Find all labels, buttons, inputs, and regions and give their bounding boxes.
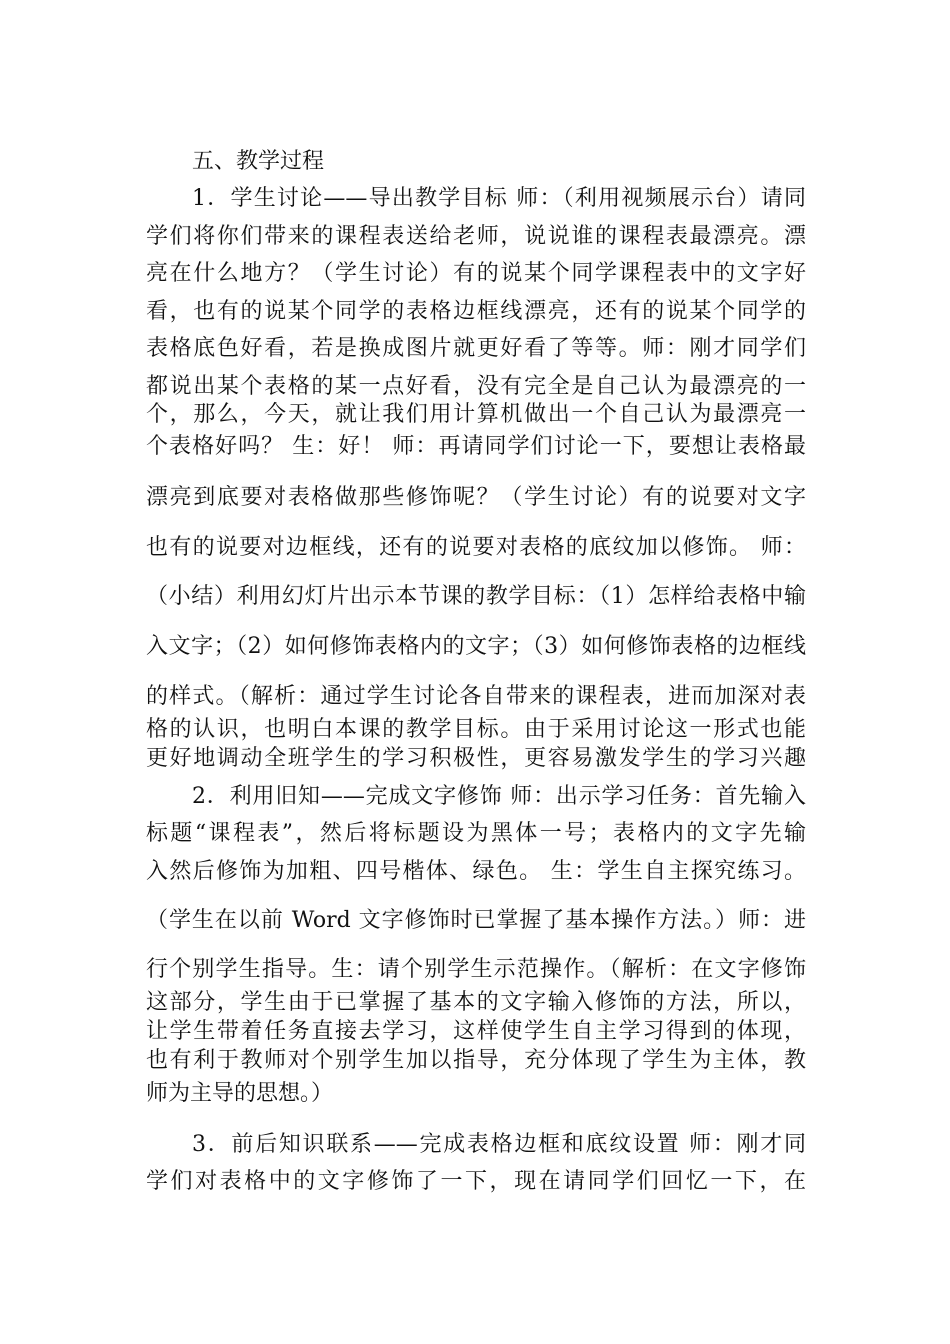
text-line: 也有的说要对边框线，还有的说要对表格的底纹加以修饰。 师： xyxy=(146,535,806,560)
text-line: 学们对表格中的文字修饰了一下，现在请同学们回忆一下，在 xyxy=(146,1169,806,1194)
text-line: 的样式。（解析：通过学生讨论各自带来的课程表，进而加深对表 xyxy=(146,684,806,709)
text-line: 漂亮到底要对表格做那些修饰呢？（学生讨论）有的说要对文字 xyxy=(146,485,806,510)
text-line: 表格底色好看，若是换成图片就更好看了等等。师：刚才同学们 xyxy=(146,336,806,361)
text-line: 学们将你们带来的课程表送给老师，说说谁的课程表最漂亮。漂 xyxy=(146,224,806,249)
text-line: 都说出某个表格的某一点好看，没有完全是自己认为最漂亮的一 xyxy=(146,374,806,399)
text-line: 3．前后知识联系——完成表格边框和底纹设置 师：刚才同 xyxy=(192,1132,806,1157)
text-line: （小结）利用幻灯片出示本节课的教学目标：（1）怎样给表格中输 xyxy=(146,584,806,609)
text-line: 这部分，学生由于已掌握了基本的文字输入修饰的方法，所以， xyxy=(146,990,806,1015)
text-line: 标题“课程表”，然后将标题设为黑体一号；表格内的文字先输 xyxy=(146,821,806,846)
text-line: 个表格好吗？ 生：好！ 师：再请同学们讨论一下，要想让表格最 xyxy=(146,434,806,459)
section-heading: 五、教学过程 xyxy=(192,149,325,174)
text-line: 师为主导的思想。） xyxy=(146,1081,334,1106)
text-line: 个，那么，今天，就让我们用计算机做出一个自己认为最漂亮一 xyxy=(146,402,806,427)
text-line: 亮在什么地方？（学生讨论）有的说某个同学课程表中的文字好 xyxy=(146,261,806,286)
text-line: 入文字；（2）如何修饰表格内的文字；（3）如何修饰表格的边框线 xyxy=(146,634,806,659)
text-line: 看，也有的说某个同学的表格边框线漂亮，还有的说某个同学的 xyxy=(146,299,806,324)
text-line: 也有利于教师对个别学生加以指导，充分体现了学生为主体，教 xyxy=(146,1048,806,1073)
text-line: 1．学生讨论——导出教学目标 师：（利用视频展示台）请同 xyxy=(192,186,806,211)
text-line: 更好地调动全班学生的学习积极性，更容易激发学生的学习兴趣 xyxy=(146,746,806,771)
text-line: 入然后修饰为加粗、四号楷体、绿色。 生：学生自主探究练习。 xyxy=(146,859,806,884)
text-line: 让学生带着任务直接去学习，这样使学生自主学习得到的体现， xyxy=(146,1019,806,1044)
text-line: 2．利用旧知——完成文字修饰 师：出示学习任务：首先输入 xyxy=(192,784,806,809)
text-line: （学生在以前 Word 文字修饰时已掌握了基本操作方法。）师：进 xyxy=(146,908,806,933)
text-line: 行个别学生指导。生：请个别学生示范操作。（解析：在文字修饰 xyxy=(146,957,806,982)
text-line: 格的认识，也明白本课的教学目标。由于采用讨论这一形式也能 xyxy=(146,717,806,742)
